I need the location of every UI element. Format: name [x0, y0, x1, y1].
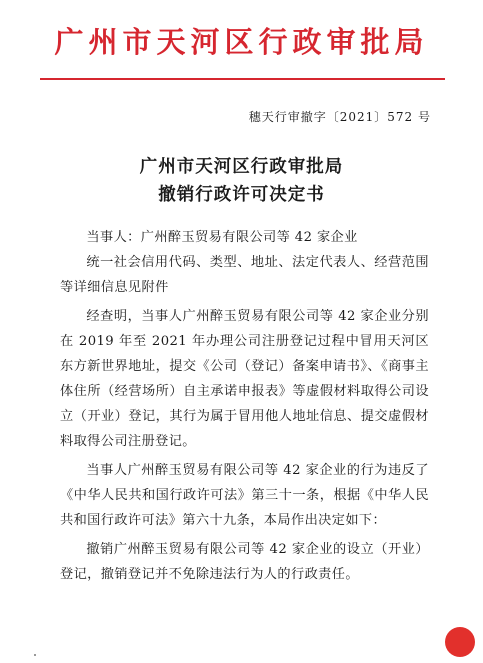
document-body: [60, 225, 429, 591]
document-number: 穗天行审撤字〔2021〕572 号: [248, 110, 431, 124]
document-title-line-1: 广州市天河区行政审批局: [139, 157, 344, 177]
scan-dot: [34, 654, 36, 656]
nandu-logo: [445, 627, 475, 657]
masthead-title: 广州市天河区行政审批局: [54, 25, 429, 59]
decision-paragraph: 撤销广州醉玉贸易有限公司等 42 家企业的设立（开业）登记，撤销登记并不免除违法行为人的行政责任。: [60, 542, 429, 582]
document-title-line-2: 撤销行政许可决定书: [158, 185, 325, 205]
masthead-red-rule: [40, 78, 445, 80]
credit-code-paragraph: 统一社会信用代码、类型、地址、法定代表人、经营范围等详细信息见附件: [60, 255, 429, 295]
legal-basis-paragraph: 当事人广州醉玉贸易有限公司等 42 家企业的行为违反了《中华人民共和国行政许可法》第三十一条，根据《中华人民共和国行政许可法》第六十九条，本局作出决定如下：: [60, 463, 429, 528]
party-paragraph: 当事人：广州醉玉贸易有限公司等 42 家企业: [86, 230, 358, 245]
findings-paragraph: 经查明，当事人广州醉玉贸易有限公司等 42 家企业分别在 2019 年至 2021 年办理公司注册登记过程中冒用天河区东方新世界地址，提交《公司（登记）备案申请书》、《商事主体住所（经营场所）自主承诺申报表》等虚假材料取得公司设立（开业）登记，其行为属于冒用他人地址信息、提交虚假材料取得公司注册登记。: [60, 309, 429, 449]
